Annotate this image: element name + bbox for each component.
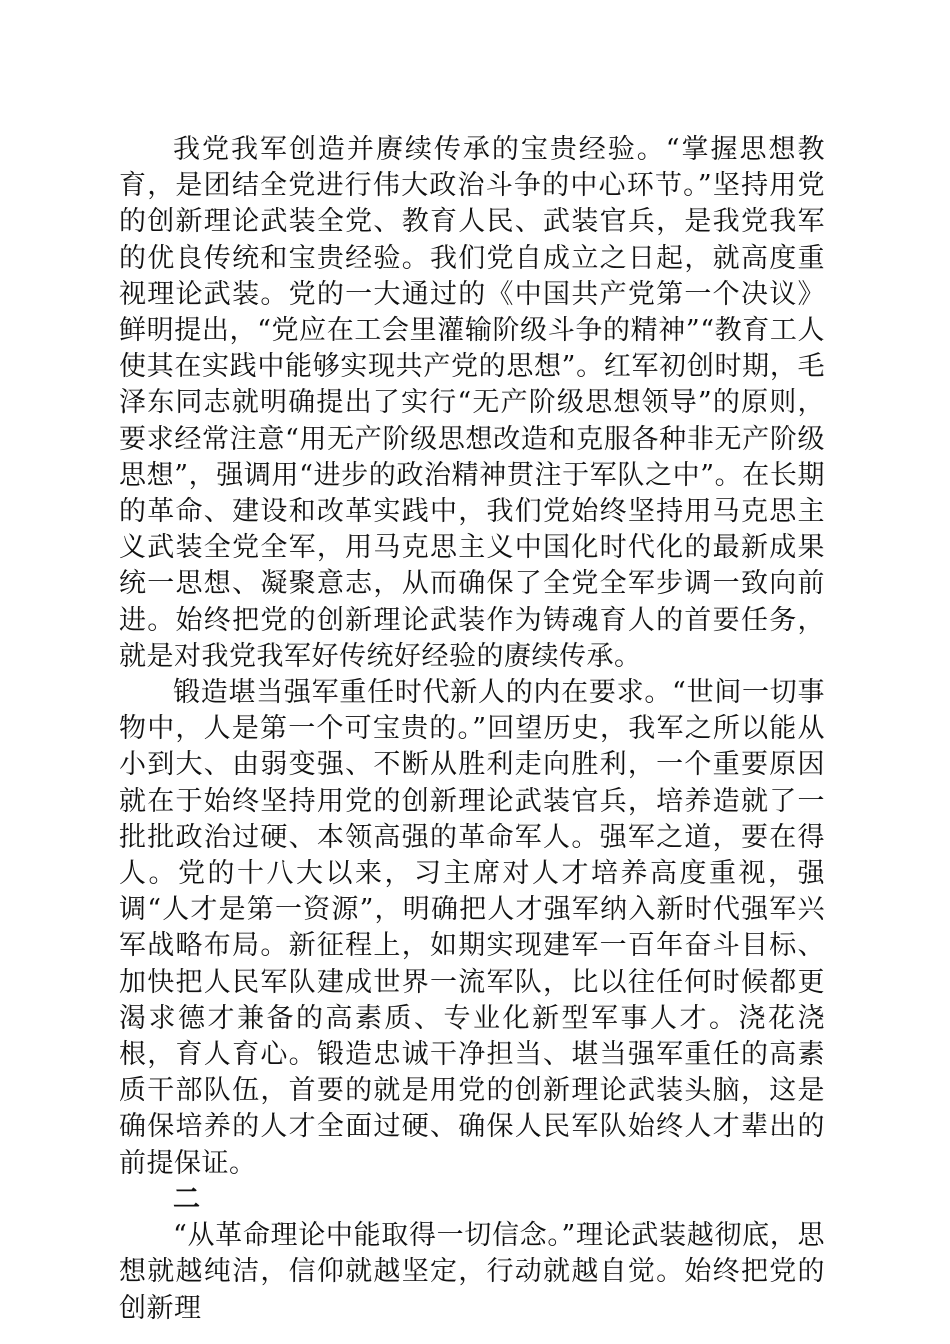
section-heading: 二: [173, 1183, 201, 1215]
paragraph-faith: “从革命理论中能取得一切信念。”理论武装越彻底，思想就越纯洁，信仰就越坚定，行动就越自觉。始终把党的创新理: [119, 1220, 825, 1324]
paragraph-talent: 锻造堪当强军重任时代新人的内在要求。“世间一切事物中，人是第一个可宝贵的。”回望历史，我军之所以能从小到大、由弱变强、不断从胜利走向胜利，一个重要原因就在于始终坚持用党的创新理论武装官兵，培养造就了一批批政治过硬、本领高强的革命军人。强军之道，要在得人。党的十八大以来，习主席对人才培养高度重视，强调“人才是第一资源”，明确把人才强军纳入新时代强军兴军战略布局。新征程上，如期实现建军一百年奋斗目标、加快把人民军队建成世界一流军队，比以往任何时候都更渴求德才兼备的高素质、专业化新型军事人才。浇花浇根，育人育心。锻造忠诚干净担当、堪当强军重任的高素质干部队伍，首要的就是用党的创新理论武装头脑，这是确保培养的人才全面过硬、确保人民军队始终人才辈出的前提保证。: [119, 677, 825, 1179]
paragraph-heritage: 我党我军创造并赓续传承的宝贵经验。“掌握思想教育，是团结全党进行伟大政治斗争的中心环节。”坚持用党的创新理论武装全党、教育人民、武装官兵，是我党我军的优良传统和宝贵经验。我们党自成立之日起，就高度重视理论武装。党的一大通过的《中国共产党第一个决议》鲜明提出，“党应在工会里灌输阶级斗争的精神”“教育工人使其在实践中能够实现共产党的思想”。红军初创时期，毛泽东同志就明确提出了实行“无产阶级思想领导”的原则，要求经常注意“用无产阶级思想改造和克服各种非无产阶级思想”，强调用“进步的政治精神贯注于军队之中”。在长期的革命、建设和改革实践中，我们党始终坚持用马克思主义武装全党全军，用马克思主义中国化时代化的最新成果统一思想、凝聚意志，从而确保了全党全军步调一致向前进。始终把党的创新理论武装作为铸魂育人的首要任务，就是对我党我军好传统好经验的赓续传承。: [119, 134, 825, 672]
document-body: [119, 132, 825, 1327]
